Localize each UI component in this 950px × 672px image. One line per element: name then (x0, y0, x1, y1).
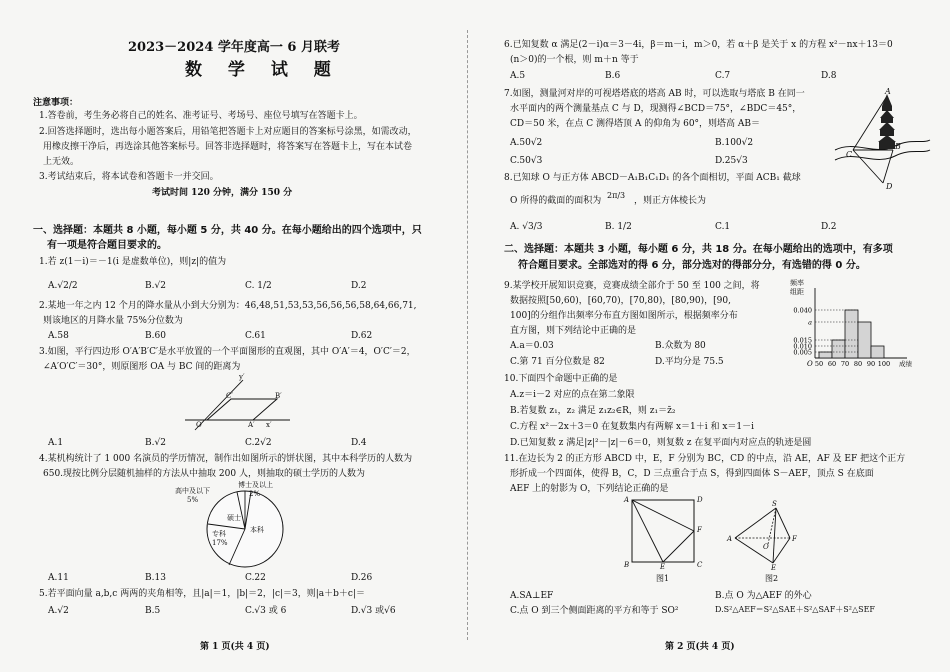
q3-fig-label-b: B′ (275, 392, 282, 400)
right-page (475, 0, 950, 672)
q3-stem-1: 3.如图，平行四边形 O′A′B′C′是水平放置的一个平面图形的直观图，其中 O′A′＝4，O′C′＝2， (39, 347, 416, 357)
q6-option-b: B.6 (605, 71, 621, 81)
fig1-label-c: C (697, 561, 703, 569)
q7-stem-3: CD＝50 米，在点 C 测得塔顶 A 的仰角为 60°，则塔高 AB＝ (510, 119, 761, 129)
fig2-label-e: E (771, 564, 777, 572)
fig2-caption: 图2 (765, 574, 779, 583)
q6-stem-1: 6.已知复数 α 满足(2－i)α＝3－4i，β＝m－i，m＞0，若 α＋β 是关于 x 的方程 x²－nx＋13＝0 (504, 40, 893, 50)
q8-option-a: A. √3/3 (510, 222, 543, 232)
q3-fig-label-o: O′ (196, 421, 204, 429)
q9-stem-2: 数据按照[50,60)，[60,70)，[70,80)，[80,90)，[90, (510, 296, 731, 306)
q1-stem: 1.若 z(1－i)＝－1(i 是虚数单位)，则|z|的值为 (39, 257, 227, 267)
hist-ylabel-bottom: 组距 (790, 288, 804, 296)
pie-pct-highschool: 5% (187, 496, 199, 504)
q4-option-b: B.13 (145, 573, 166, 583)
q3-option-d: D.4 (351, 438, 367, 448)
q7-tower-figure (835, 88, 930, 188)
q11-option-a: A.SA⊥EF (510, 591, 554, 601)
q5-option-a: A.√2 (48, 606, 69, 616)
q9-stem-3: 100]的分组作出频率分布直方图如图所示，根据频率分布 (510, 311, 738, 321)
q7-option-b: B.100√2 (715, 138, 754, 148)
q9-stem-4: 直方图，则下列结论中正确的是 (510, 326, 637, 336)
q8-area-fraction: 2π/3 (607, 191, 626, 200)
pie-pct-doctor: 2% (249, 490, 261, 498)
q11-option-d: D.S²△AEF＝S²△SAE＋S²△SAF＋S²△SEF (715, 605, 875, 614)
q3-fig-label-a: A′ (248, 421, 255, 429)
q6-option-a: A.5 (510, 71, 526, 81)
page-divider (467, 30, 468, 640)
hist-xtick-2: 60 (827, 360, 837, 368)
q8-stem-2b: ，则正方体棱长为 (634, 196, 707, 206)
exam-title: 2023－2024 学年度高一 6 月联考 (128, 40, 340, 55)
hist-bar-5 (871, 346, 884, 358)
q3-option-b: B.√2 (145, 438, 166, 448)
q2-stem-2: 则该地区的月降水量 75%分位数为 (43, 316, 183, 326)
hist-xtick-4: 80 (853, 360, 863, 368)
fig1-label-a: A (624, 496, 630, 504)
q1-option-d: D.2 (351, 281, 367, 291)
note-line-5: 3.考试结束后，将本试卷和答题卡一并交回。 (39, 172, 219, 182)
section2-line2: 符合题目要求。全部选对的得 6 分，部分选对的得部分分，有选错的得 0 分。 (518, 260, 866, 271)
q10-option-b: B.若复数 z₁，z₂ 满足 z₁z₂∈R，则 z₁＝z̄₂ (510, 406, 676, 416)
hist-xtick-1: 50 (814, 360, 824, 368)
hist-xtick-6: 100 (877, 360, 891, 368)
q7-stem-2: 水平面内的两个测量基点 C 与 D，现测得∠BCD＝75°，∠BDC＝45°， (510, 104, 802, 114)
q7-fig-label-a: A (885, 87, 891, 96)
fig1-label-f: F (697, 526, 702, 534)
hist-ytick-3: 0.015 (793, 336, 812, 345)
q5-option-c: C.√3 或 6 (245, 606, 287, 616)
q6-option-d: D.8 (821, 71, 837, 81)
pie-pct-college: 17% (212, 539, 228, 547)
q9-option-a: A.a＝0.03 (510, 341, 554, 351)
pie-label-doctor: 博士及以上 (238, 481, 273, 489)
section1-line2: 有一项是符合题目要求的。 (47, 240, 167, 251)
hist-ytick-5: 0.005 (793, 348, 812, 357)
q2-option-b: B.60 (145, 331, 166, 341)
page-footer-1: 第 1 页(共 4 页) (200, 642, 270, 652)
q4-pie-chart (205, 489, 285, 569)
fig1-caption: 图1 (656, 574, 670, 583)
q1-option-a: A.√2/2 (48, 281, 78, 291)
q7-fig-label-d: D (886, 182, 893, 191)
hist-xlabel: 成绩 (899, 360, 912, 368)
q10-option-a: A.z＝i－2 对应的点在第二象限 (510, 390, 635, 400)
q10-stem: 10.下面四个命题中正确的是 (504, 374, 618, 384)
q2-option-c: C.61 (245, 331, 266, 341)
notes-heading: 注意事项： (33, 98, 79, 108)
note-line-4: 上无效。 (43, 157, 80, 167)
q9-option-d: D.平均分是 75.5 (655, 357, 724, 367)
q9-stem-1: 9.某学校开展知识竞赛，竞赛成绩全部介于 50 至 100 之间，将 (504, 281, 760, 291)
q3-option-a: A.1 (48, 438, 64, 448)
q11-option-b: B.点 O 为△AEF 的外心 (715, 591, 812, 601)
q8-option-c: C.1 (715, 222, 731, 232)
q11-stem-1: 11.在边长为 2 的正方形 ABCD 中，E，F 分别为 BC，CD 的中点，沿 AE，AF 及 EF 把这个正方 (504, 454, 906, 464)
q3-fig-label-y: y′ (239, 373, 245, 381)
q7-option-a: A.50√2 (510, 138, 543, 148)
hist-xtick-5: 90 (866, 360, 876, 368)
hist-ylabel-top: 频率 (790, 279, 804, 287)
q4-stem-2: 650.现按比例分层随机抽样的方法从中抽取 200 人，则抽取的硕士学历的人数为 (43, 469, 365, 479)
q1-option-c: C. 1/2 (245, 281, 272, 291)
q10-option-d: D.已知复数 z 满足|z|²－|z|－6＝0，则复数 z 在复平面内对应点的轨迹是圆 (510, 438, 812, 448)
pie-label-college: 专科 (212, 530, 226, 538)
fig2-label-a: A (727, 535, 733, 543)
q11-figure-1 (632, 500, 702, 568)
q11-option-c: C.点 O 到三个侧面距离的平方和等于 SO² (510, 606, 679, 616)
note-line-2: 2.回答选择题时，选出每小题答案后，用铅笔把答题卡上对应题目的答案标号涂黑，如需改动， (39, 127, 417, 137)
q8-stem-2a: O 所得的截面的面积为 (510, 196, 602, 206)
q7-fig-label-b: B (895, 142, 901, 151)
fig2-label-o: O (763, 543, 769, 551)
q9-option-c: C.第 71 百分位数是 82 (510, 357, 605, 367)
q3-stem-2: ∠A′O′C′＝30°，则原图形 OA 与 BC 间的距离为 (43, 362, 241, 372)
q5-option-d: D.√3 或√6 (351, 606, 396, 616)
q6-stem-2: (n＞0)的一个根，则 m＋n 等于 (510, 55, 639, 65)
q2-option-a: A.58 (48, 331, 69, 341)
q5-stem: 5.若平面向量 a,b,c 两两的夹角相等，且|a|＝1，|b|＝2，|c|＝3，则|a＋b＋c|＝ (39, 589, 365, 599)
hist-ytick-2: a (808, 318, 812, 327)
q11-stem-3: AEF 上的射影为 O，下列结论正确的是 (510, 484, 669, 494)
q8-option-b: B. 1/2 (605, 222, 632, 232)
fig2-label-s: S (772, 500, 777, 508)
hist-bar-4 (858, 322, 871, 358)
q8-stem-1: 8.已知球 O 与正方体 ABCD－A₁B₁C₁D₁ 的各个面相切，平面 ACB₁ 截球 (504, 173, 801, 183)
q2-stem-1: 2.某地一年之内 12 个月的降水量从小到大分别为：46,48,51,53,53,56,56,56,58,64,66,71, (39, 301, 417, 311)
pie-label-bachelor: 本科 (250, 526, 264, 534)
q3-fig-label-x: x′ (266, 421, 272, 429)
hist-ytick-4: 0.010 (793, 342, 812, 351)
q7-option-d: D.25√3 (715, 156, 748, 166)
q7-stem-1: 7.如图，测量河对岸的可视塔塔底的塔高 AB 时，可以选取与塔底 B 在同一 (504, 89, 805, 99)
hist-bar-1 (819, 352, 832, 358)
hist-bar-3 (845, 310, 858, 358)
q11-figure-2 (735, 508, 815, 568)
q5-option-b: B.5 (145, 606, 161, 616)
q1-option-b: B.√2 (145, 281, 166, 291)
fig1-label-e: E (660, 563, 666, 571)
hist-bar-2 (832, 340, 845, 358)
note-line-3: 用橡皮擦干净后，再选涂其他答案标号。回答非选择题时，将答案写在答题卡上，写在本试卷 (43, 142, 413, 152)
q10-option-c: C.方程 x²－2x＋3＝0 在复数集内有两解 x＝1＋i 和 x＝1－i (510, 422, 755, 432)
pie-label-master: 硕士 (227, 514, 241, 522)
q7-fig-label-c: C (846, 150, 853, 159)
q4-option-d: D.26 (351, 573, 373, 583)
q9-option-b: B.众数为 80 (655, 341, 706, 351)
hist-ytick-1: 0.040 (793, 306, 812, 315)
q6-option-c: C.7 (715, 71, 731, 81)
note-line-1: 1.答卷前，考生务必将自己的姓名、准考证号、考场号、座位号填写在答题卡上。 (39, 111, 363, 121)
q11-stem-2: 形折成一个四面体，使得 B，C，D 三点重合于点 S，得到四面体 S－AEF，顶点 S 在底面 (510, 469, 874, 479)
fig1-label-d: D (697, 496, 703, 504)
q4-option-c: C.22 (245, 573, 266, 583)
section1-line1: 一、选择题：本题共 8 小题，每小题 5 分，共 40 分。在每小题给出的四个选项中，只 (33, 225, 422, 236)
q2-option-d: D.62 (351, 331, 373, 341)
hist-origin: O (807, 360, 813, 368)
page-footer-2: 第 2 页(共 4 页) (665, 642, 735, 652)
q3-option-c: C.2√2 (245, 438, 272, 448)
exam-time: 考试时间 120 分钟，满分 150 分 (152, 188, 293, 198)
q4-stem-1: 4.某机构统计了 1 000 名演员的学历情况，制作出如图所示的饼状图，其中本科学历的人数为 (39, 454, 413, 464)
fig2-label-f: F (792, 535, 797, 543)
section2-line1: 二、选择题：本题共 3 小题，每小题 6 分，共 18 分。在每小题给出的选项中，有多项 (504, 244, 893, 255)
subject-title: 数 学 试 题 (185, 60, 341, 80)
fig1-label-b: B (624, 561, 630, 569)
pie-label-highschool: 高中及以下 (175, 487, 210, 495)
q7-option-c: C.50√3 (510, 156, 543, 166)
q3-fig-label-c: C′ (226, 392, 233, 400)
hist-xtick-3: 70 (840, 360, 850, 368)
q8-option-d: D.2 (821, 222, 837, 232)
q4-option-a: A.11 (48, 573, 69, 583)
